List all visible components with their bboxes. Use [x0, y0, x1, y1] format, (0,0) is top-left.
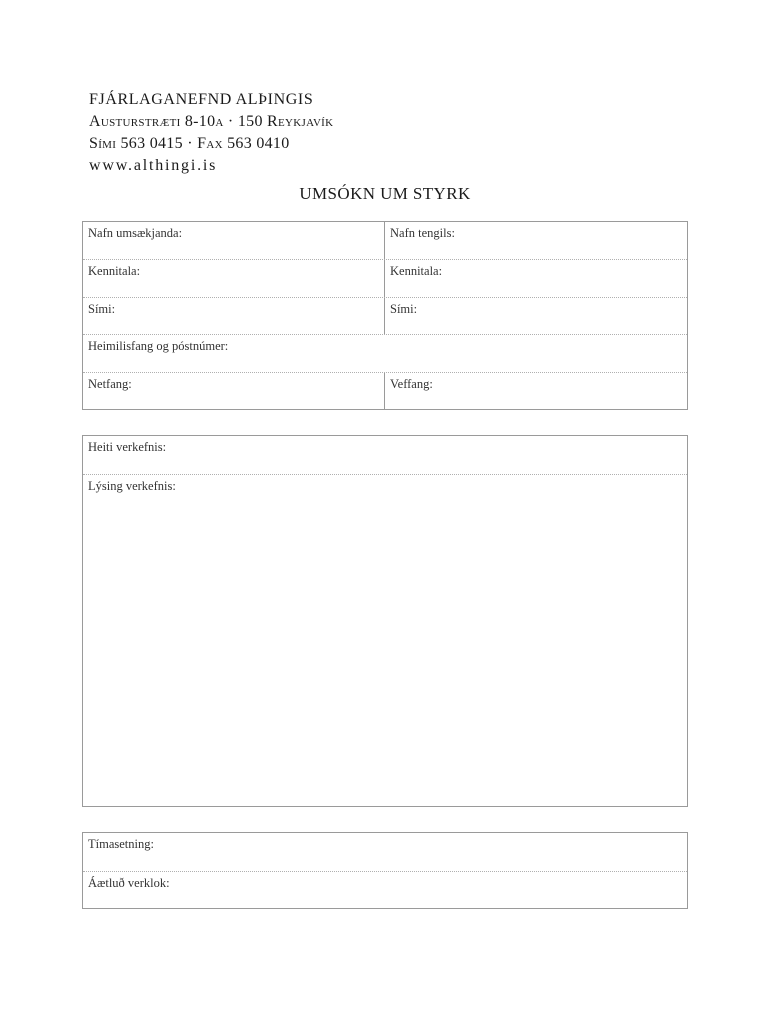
field-label: Lýsing verkefnis: [88, 479, 176, 493]
field-label: Heiti verkefnis: [88, 440, 167, 454]
project-description-row [83, 474, 687, 806]
phone-row [83, 297, 687, 334]
form-title: UMSÓKN UM STYRK [299, 184, 471, 203]
project-description-field[interactable] [83, 475, 687, 806]
id-number-row [83, 259, 687, 296]
website-field[interactable] [385, 373, 687, 409]
applicant-name-field[interactable] [83, 222, 385, 259]
timeline-field[interactable] [83, 833, 687, 871]
field-label: Sími: [390, 301, 418, 316]
field-label: Nafn umsækjanda: [88, 226, 183, 240]
completion-field[interactable] [83, 872, 687, 909]
field-label: Áætluð verklok: [88, 875, 170, 890]
field-label: Kennitala: [88, 264, 141, 279]
completion-row [83, 871, 687, 909]
organization-website: www.althingi.is [89, 157, 218, 174]
organization-address: Austurstræti 8-10a · 150 Reykjavík [89, 113, 334, 130]
contact-id-field[interactable] [385, 260, 687, 296]
field-label: Netfang: [88, 376, 132, 391]
email-field[interactable] [83, 373, 385, 409]
address-row [83, 334, 687, 371]
contact-phone-field[interactable] [385, 298, 687, 334]
letterhead [89, 89, 333, 177]
field-label: Nafn tengils: [390, 226, 455, 240]
address-field[interactable] [83, 335, 687, 371]
email-web-row [83, 372, 687, 409]
applicant-id-field[interactable] [83, 260, 385, 296]
project-info-table [82, 435, 688, 807]
project-name-row [83, 436, 687, 474]
field-label: Heimilisfang og póstnúmer: [88, 339, 229, 354]
schedule-table [82, 832, 688, 909]
field-label: Tímasetning: [88, 837, 154, 851]
organization-name: FJÁRLAGANEFND ALÞINGIS [89, 91, 314, 108]
contact-name-field[interactable] [385, 222, 687, 259]
organization-phone-fax: Sími 563 0415 · Fax 563 0410 [89, 135, 290, 152]
timeline-row [83, 833, 687, 871]
field-label: Sími: [88, 301, 116, 316]
project-name-field[interactable] [83, 436, 687, 474]
field-label: Kennitala: [390, 264, 443, 279]
field-label: Veffang: [390, 376, 433, 391]
applicant-info-table [82, 221, 688, 410]
applicant-name-row [83, 222, 687, 259]
applicant-phone-field[interactable] [83, 298, 385, 334]
